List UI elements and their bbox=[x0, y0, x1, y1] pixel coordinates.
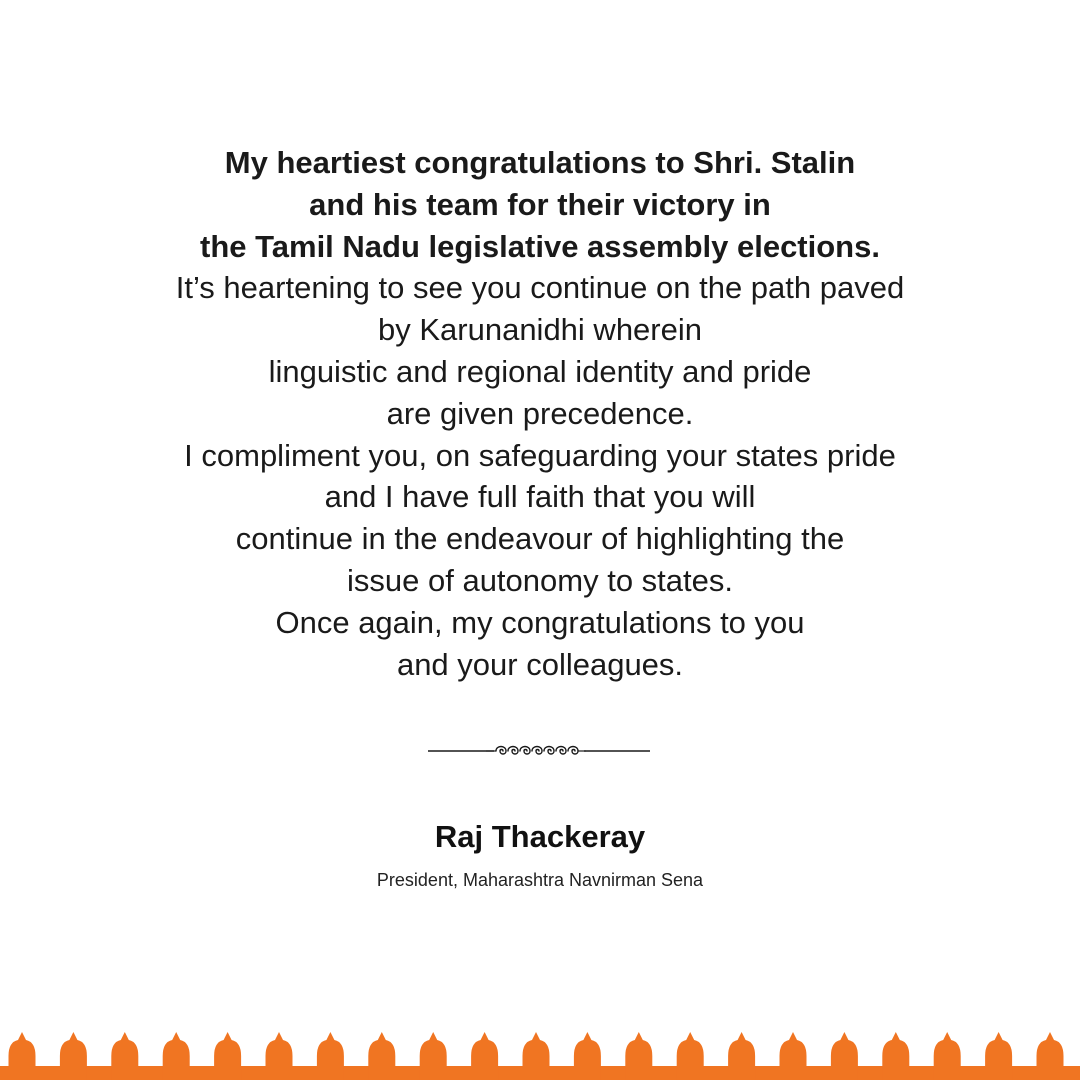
arch-merlon bbox=[266, 1032, 293, 1080]
arch-merlon bbox=[728, 1032, 755, 1080]
message-line: are given precedence. bbox=[386, 395, 694, 431]
arch-merlon bbox=[317, 1032, 344, 1080]
message-line: and I have full faith that you will bbox=[324, 479, 756, 515]
message-line: by Karunanidhi wherein bbox=[378, 312, 702, 348]
arch-merlon bbox=[163, 1032, 190, 1080]
message-line: Once again, my congratulations to you bbox=[275, 604, 805, 640]
arch-merlon bbox=[471, 1032, 498, 1080]
arch-merlon bbox=[985, 1032, 1012, 1080]
message-line: and your colleagues. bbox=[396, 646, 684, 682]
message-line: continue in the endeavour of highlighting the bbox=[235, 521, 845, 557]
arch-merlon bbox=[677, 1032, 704, 1080]
arch-merlon bbox=[111, 1032, 138, 1080]
arch-merlon bbox=[831, 1032, 858, 1080]
arch-merlon bbox=[9, 1032, 36, 1080]
arch-merlon bbox=[1037, 1032, 1064, 1080]
message-line: My heartiest congratulations to Shri. Stalin bbox=[224, 145, 856, 180]
arch-merlon bbox=[780, 1032, 807, 1080]
arch-merlon bbox=[60, 1032, 87, 1080]
ornamental-divider-icon bbox=[428, 740, 650, 762]
signatory-name: Raj Thackeray bbox=[434, 819, 646, 854]
arch-merlon bbox=[420, 1032, 447, 1080]
arch-merlon bbox=[934, 1032, 961, 1080]
message-line: the Tamil Nadu legislative assembly elections. bbox=[200, 228, 880, 264]
signature-block bbox=[0, 812, 1080, 892]
message-line: issue of autonomy to states. bbox=[347, 562, 733, 598]
arch-merlon bbox=[882, 1032, 909, 1080]
arch-merlon bbox=[368, 1032, 395, 1080]
message-line: linguistic and regional identity and pride bbox=[268, 353, 812, 389]
message-line: and his team for their victory in bbox=[309, 186, 771, 222]
arch-merlon bbox=[214, 1032, 241, 1080]
arch-merlon bbox=[523, 1032, 550, 1080]
message-line: I compliment you, on safeguarding your states pride bbox=[184, 437, 896, 473]
arch-border-icon bbox=[0, 1032, 1080, 1080]
arch-merlon bbox=[625, 1032, 652, 1080]
message-body bbox=[0, 142, 1080, 685]
signatory-title: President, Maharashtra Navnirman Sena bbox=[376, 870, 704, 890]
message-line: It’s heartening to see you continue on the path paved bbox=[175, 270, 905, 306]
arch-merlon bbox=[574, 1032, 601, 1080]
